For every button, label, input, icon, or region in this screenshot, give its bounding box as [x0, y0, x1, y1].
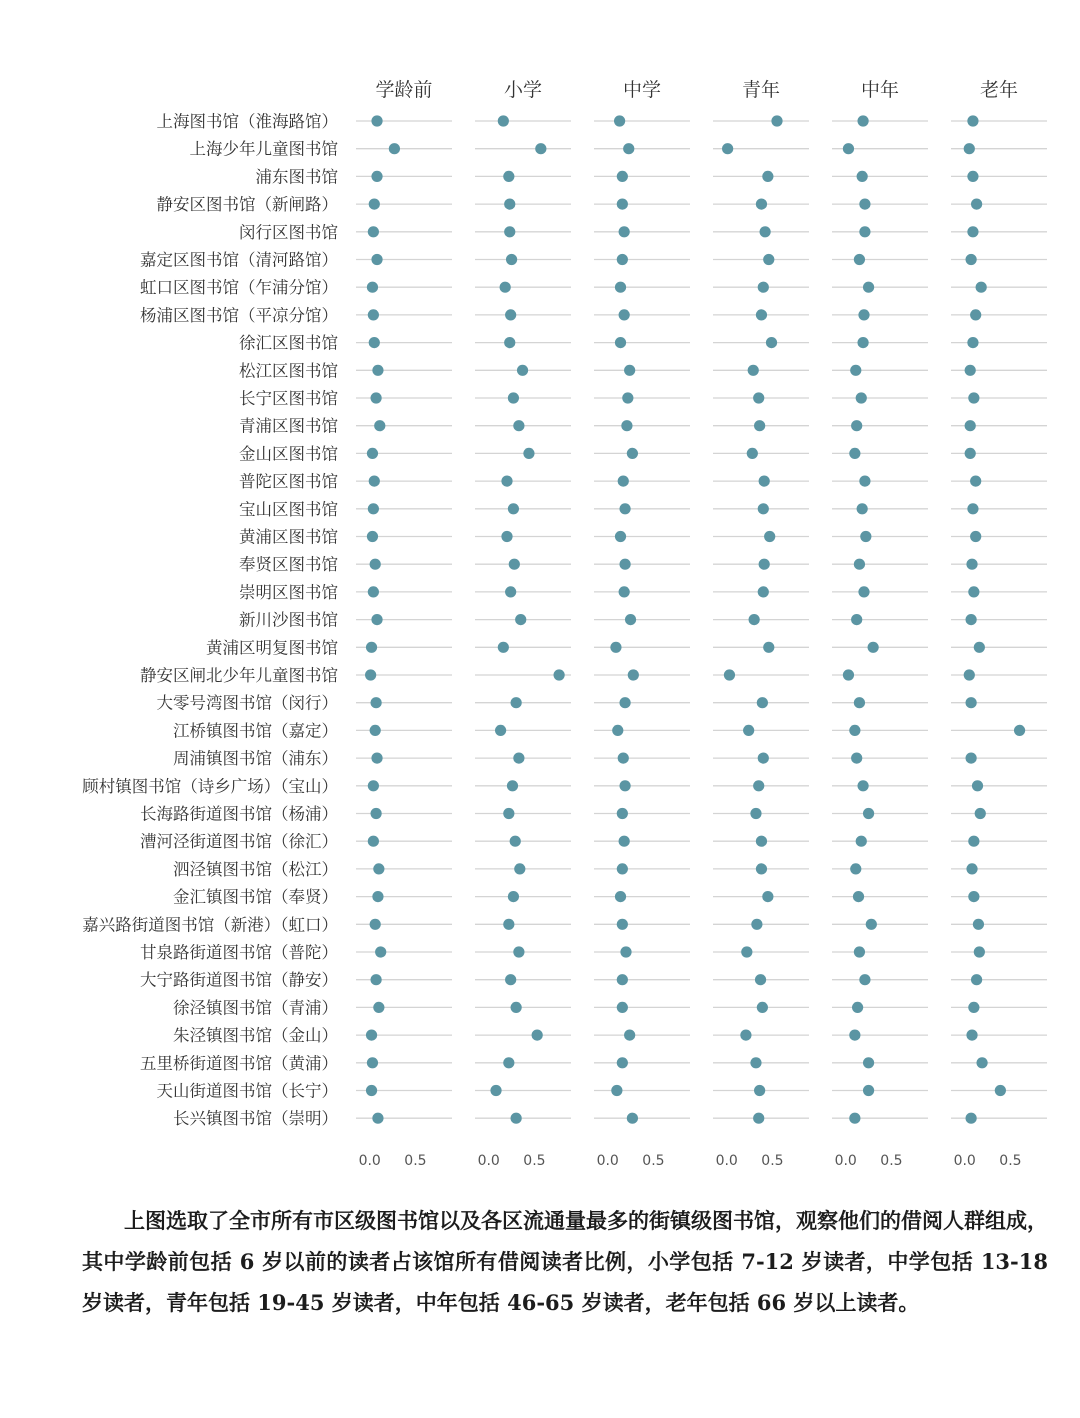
data-point: [758, 586, 769, 597]
data-point: [967, 115, 978, 126]
data-point: [505, 586, 516, 597]
data-point: [972, 780, 983, 791]
row-label: 金汇镇图书馆（奉贤）: [173, 887, 338, 907]
data-point: [860, 531, 871, 542]
row-label: 虹口区图书馆（乍浦分馆）: [140, 278, 338, 298]
data-point: [863, 808, 874, 819]
data-point: [365, 669, 376, 680]
data-point: [375, 946, 386, 957]
data-point: [515, 614, 526, 625]
data-point: [503, 808, 514, 819]
data-point: [758, 503, 769, 514]
row-label: 闵行区图书馆: [239, 222, 338, 242]
x-tick-label: 0.0: [715, 1153, 738, 1169]
data-point: [624, 1030, 635, 1041]
row-label: 奉贤区图书馆: [239, 555, 338, 575]
data-point: [967, 226, 978, 237]
data-point: [747, 448, 758, 459]
data-point: [368, 503, 379, 514]
data-point: [868, 642, 879, 653]
data-point: [505, 974, 516, 985]
data-point: [611, 1085, 622, 1096]
data-point: [849, 725, 860, 736]
data-point: [511, 1113, 522, 1124]
data-point: [532, 1030, 543, 1041]
data-point: [970, 309, 981, 320]
data-point: [506, 254, 517, 265]
data-point: [976, 282, 987, 293]
data-point: [974, 946, 985, 957]
data-point: [369, 476, 380, 487]
row-label: 黄浦区明复图书馆: [206, 638, 338, 658]
data-point: [371, 808, 382, 819]
data-point: [758, 282, 769, 293]
data-point: [974, 642, 985, 653]
data-point: [628, 669, 639, 680]
data-point: [756, 863, 767, 874]
data-point: [619, 309, 630, 320]
row-label: 上海少年儿童图书馆: [189, 139, 338, 159]
data-point: [618, 476, 629, 487]
data-point: [389, 143, 400, 154]
data-point: [849, 448, 860, 459]
data-point: [368, 586, 379, 597]
data-point: [771, 115, 782, 126]
data-point: [620, 946, 631, 957]
data-point: [617, 1002, 628, 1013]
data-point: [748, 365, 759, 376]
data-point: [371, 974, 382, 985]
row-label: 周浦镇图书馆（浦东）: [173, 749, 338, 769]
data-point: [754, 1085, 765, 1096]
data-point: [843, 143, 854, 154]
data-point: [756, 309, 767, 320]
data-point: [619, 697, 630, 708]
x-tick-label: 0.5: [523, 1153, 546, 1169]
data-point: [619, 780, 630, 791]
data-point: [367, 448, 378, 459]
data-point: [513, 420, 524, 431]
row-label: 普陀区图书馆: [239, 472, 338, 492]
row-label: 天山街道图书馆（长宁）: [156, 1081, 338, 1101]
x-tick-label: 0.0: [834, 1153, 857, 1169]
data-point: [971, 974, 982, 985]
data-point: [368, 226, 379, 237]
data-point: [373, 1002, 384, 1013]
data-point: [758, 753, 769, 764]
data-point: [367, 282, 378, 293]
data-point: [973, 919, 984, 930]
data-point: [762, 891, 773, 902]
data-point: [615, 531, 626, 542]
data-point: [367, 1057, 378, 1068]
data-point: [966, 697, 977, 708]
data-point: [858, 586, 869, 597]
data-point: [373, 863, 384, 874]
data-point: [854, 254, 865, 265]
data-point: [759, 476, 770, 487]
data-point: [617, 254, 628, 265]
row-label: 漕河泾街道图书馆（徐汇）: [140, 832, 338, 852]
data-point: [866, 919, 877, 930]
data-point: [369, 199, 380, 210]
data-point: [508, 503, 519, 514]
data-point: [859, 476, 870, 487]
data-point: [1014, 725, 1025, 736]
data-point: [964, 143, 975, 154]
data-point: [513, 946, 524, 957]
data-point: [968, 1002, 979, 1013]
data-point: [756, 836, 767, 847]
data-point: [514, 863, 525, 874]
data-point: [372, 1113, 383, 1124]
data-point: [619, 836, 630, 847]
data-point: [760, 226, 771, 237]
data-point: [517, 365, 528, 376]
data-point: [857, 503, 868, 514]
data-point: [967, 171, 978, 182]
data-point: [756, 199, 767, 210]
data-point: [965, 448, 976, 459]
row-label: 长兴镇图书馆（崇明）: [173, 1109, 338, 1129]
data-point: [851, 753, 862, 764]
data-point: [368, 309, 379, 320]
data-point: [740, 1030, 751, 1041]
data-point: [612, 725, 623, 736]
data-point: [617, 171, 628, 182]
data-point: [854, 946, 865, 957]
data-point: [976, 1057, 987, 1068]
data-point: [614, 115, 625, 126]
data-point: [850, 365, 861, 376]
panel-title: 小学: [503, 79, 543, 101]
data-point: [859, 226, 870, 237]
data-point: [967, 337, 978, 348]
data-point: [724, 669, 735, 680]
data-point: [617, 808, 628, 819]
data-point: [863, 1057, 874, 1068]
data-point: [503, 171, 514, 182]
data-point: [505, 309, 516, 320]
data-point: [843, 669, 854, 680]
data-point: [975, 808, 986, 819]
data-point: [857, 337, 868, 348]
row-label: 静安区闸北少年儿童图书馆: [140, 666, 338, 685]
data-point: [968, 891, 979, 902]
row-label: 青浦区图书馆: [239, 416, 338, 436]
panel-title: 学龄前: [375, 79, 433, 101]
data-point: [849, 1113, 860, 1124]
row-label: 嘉定区图书馆（清河路馆）: [140, 250, 338, 270]
data-point: [498, 642, 509, 653]
x-tick-label: 0.0: [358, 1153, 381, 1169]
data-point: [851, 614, 862, 625]
data-point: [511, 1002, 522, 1013]
row-label: 新川沙图书馆: [239, 610, 338, 630]
data-point: [757, 697, 768, 708]
row-label: 静安区图书馆（新闸路）: [156, 195, 338, 215]
data-point: [371, 115, 382, 126]
data-point: [965, 365, 976, 376]
data-point: [368, 780, 379, 791]
data-point: [741, 946, 752, 957]
data-point: [755, 974, 766, 985]
data-point: [754, 420, 765, 431]
data-point: [863, 1085, 874, 1096]
x-tick-label: 0.0: [477, 1153, 500, 1169]
x-tick-label: 0.0: [953, 1153, 976, 1169]
data-point: [503, 919, 514, 930]
data-point: [511, 697, 522, 708]
data-point: [535, 143, 546, 154]
row-label: 嘉兴路街道图书馆（新港）（虹口）: [82, 915, 338, 935]
data-point: [615, 337, 626, 348]
row-label: 徐泾镇图书馆（青浦）: [173, 998, 338, 1018]
data-point: [763, 254, 774, 265]
data-point: [749, 614, 760, 625]
data-point: [367, 531, 378, 542]
data-point: [366, 642, 377, 653]
data-point: [763, 642, 774, 653]
data-point: [856, 392, 867, 403]
data-point: [369, 337, 380, 348]
row-label: 长宁区图书馆: [239, 389, 338, 408]
row-label: 朱泾镇图书馆（金山）: [173, 1026, 338, 1046]
data-point: [498, 115, 509, 126]
x-tick-label: 0.5: [642, 1153, 665, 1169]
data-point: [967, 503, 978, 514]
data-point: [750, 1057, 761, 1068]
data-point: [507, 780, 518, 791]
data-point: [619, 559, 630, 570]
data-point: [850, 863, 861, 874]
data-point: [371, 614, 382, 625]
row-label: 甘泉路街道图书馆（普陀）: [140, 943, 338, 962]
data-point: [371, 392, 382, 403]
data-point: [371, 171, 382, 182]
data-point: [509, 559, 520, 570]
data-point: [504, 199, 515, 210]
data-point: [627, 1113, 638, 1124]
data-point: [615, 891, 626, 902]
data-point: [854, 559, 865, 570]
row-label: 大宁路街道图书馆（静安）: [140, 970, 338, 990]
row-label: 顾村镇图书馆（诗乡广场）（宝山）: [82, 776, 338, 796]
data-point: [370, 919, 381, 930]
x-tick-label: 0.5: [999, 1153, 1022, 1169]
panel-title: 中年: [860, 79, 900, 101]
data-point: [627, 448, 638, 459]
data-point: [495, 725, 506, 736]
data-point: [966, 254, 977, 265]
row-label: 金山区图书馆: [239, 444, 338, 464]
data-point: [966, 614, 977, 625]
data-point: [853, 891, 864, 902]
data-point: [370, 725, 381, 736]
data-point: [508, 392, 519, 403]
row-label: 徐汇区图书馆: [239, 333, 338, 353]
data-point: [617, 863, 628, 874]
data-point: [503, 1057, 514, 1068]
data-point: [617, 1057, 628, 1068]
data-point: [513, 753, 524, 764]
data-point: [368, 836, 379, 847]
data-point: [610, 642, 621, 653]
data-point: [500, 282, 511, 293]
data-point: [857, 780, 868, 791]
data-point: [995, 1085, 1006, 1096]
data-point: [623, 143, 634, 154]
data-point: [743, 725, 754, 736]
data-point: [501, 476, 512, 487]
data-point: [964, 669, 975, 680]
data-point: [852, 1002, 863, 1013]
x-tick-label: 0.5: [761, 1153, 784, 1169]
data-point: [617, 919, 628, 930]
data-point: [968, 586, 979, 597]
data-point: [966, 1030, 977, 1041]
data-point: [617, 974, 628, 985]
x-tick-label: 0.5: [404, 1153, 427, 1169]
data-point: [849, 1030, 860, 1041]
data-point: [554, 669, 565, 680]
data-point: [757, 1002, 768, 1013]
row-label: 浦东图书馆: [255, 167, 338, 187]
row-label: 江桥镇图书馆（嘉定）: [173, 721, 338, 741]
data-point: [762, 171, 773, 182]
data-point: [366, 1030, 377, 1041]
data-point: [624, 365, 635, 376]
data-point: [751, 919, 762, 930]
data-point: [854, 697, 865, 708]
data-point: [510, 836, 521, 847]
row-label: 五里桥街道图书馆（黄浦）: [140, 1053, 338, 1073]
data-point: [966, 559, 977, 570]
data-point: [619, 503, 630, 514]
data-point: [859, 974, 870, 985]
data-point: [858, 309, 869, 320]
data-point: [856, 836, 867, 847]
data-point: [764, 531, 775, 542]
data-point: [759, 559, 770, 570]
data-point: [617, 199, 628, 210]
data-point: [622, 392, 633, 403]
data-point: [619, 226, 630, 237]
data-point: [857, 115, 868, 126]
row-label: 长海路街道图书馆（杨浦）: [140, 804, 338, 824]
data-point: [753, 1113, 764, 1124]
data-point: [971, 199, 982, 210]
data-point: [618, 753, 629, 764]
row-label: 大零号湾图书馆（闵行）: [156, 693, 338, 713]
row-label: 宝山区图书馆: [239, 499, 338, 519]
chart-caption: 上图选取了全市所有市区级图书馆以及各区流通量最多的街镇级图书馆，观察他们的借阅人群组成，其中学龄前包括 6 岁以前的读者占该馆所有借阅读者比例，小学包括 7-12 岁读者，中学包括 13-18 岁读者，青年包括 19-45 岁读者，中年包括 46-65 岁读者，老年包括 66 岁以上读者。: [82, 1208, 1048, 1315]
data-point: [619, 586, 630, 597]
data-point: [372, 365, 383, 376]
data-point: [851, 420, 862, 431]
data-point: [750, 808, 761, 819]
data-point: [766, 337, 777, 348]
data-point: [753, 780, 764, 791]
data-point: [625, 614, 636, 625]
data-point: [970, 531, 981, 542]
x-tick-label: 0.5: [880, 1153, 903, 1169]
data-point: [722, 143, 733, 154]
data-point: [859, 199, 870, 210]
data-point: [370, 559, 381, 570]
data-point: [508, 891, 519, 902]
data-point: [371, 753, 382, 764]
data-point: [968, 392, 979, 403]
data-point: [966, 863, 977, 874]
data-point: [621, 420, 632, 431]
data-point: [504, 337, 515, 348]
data-point: [374, 420, 385, 431]
row-label: 崇明区图书馆: [239, 582, 338, 602]
data-point: [371, 697, 382, 708]
data-point: [968, 836, 979, 847]
panel-title: 青年: [741, 79, 781, 101]
row-label: 泗泾镇图书馆（松江）: [173, 859, 338, 879]
data-point: [966, 753, 977, 764]
data-point: [863, 282, 874, 293]
panel-title: 中学: [622, 79, 662, 101]
row-label: 黄浦区图书馆: [239, 527, 338, 547]
x-tick-label: 0.0: [596, 1153, 619, 1169]
data-point: [615, 282, 626, 293]
row-label: 松江区图书馆: [239, 361, 338, 381]
data-point: [490, 1085, 501, 1096]
data-point: [366, 1085, 377, 1096]
data-point: [966, 1113, 977, 1124]
data-point: [970, 476, 981, 487]
data-point: [753, 392, 764, 403]
data-point: [857, 171, 868, 182]
data-point: [504, 226, 515, 237]
data-point: [372, 891, 383, 902]
data-point: [965, 420, 976, 431]
panel-title: 老年: [979, 79, 1019, 101]
data-point: [523, 448, 534, 459]
data-point: [501, 531, 512, 542]
row-label: 上海图书馆（淮海路馆）: [156, 112, 338, 131]
data-point: [371, 254, 382, 265]
row-label: 杨浦区图书馆（平凉分馆）: [140, 305, 338, 325]
